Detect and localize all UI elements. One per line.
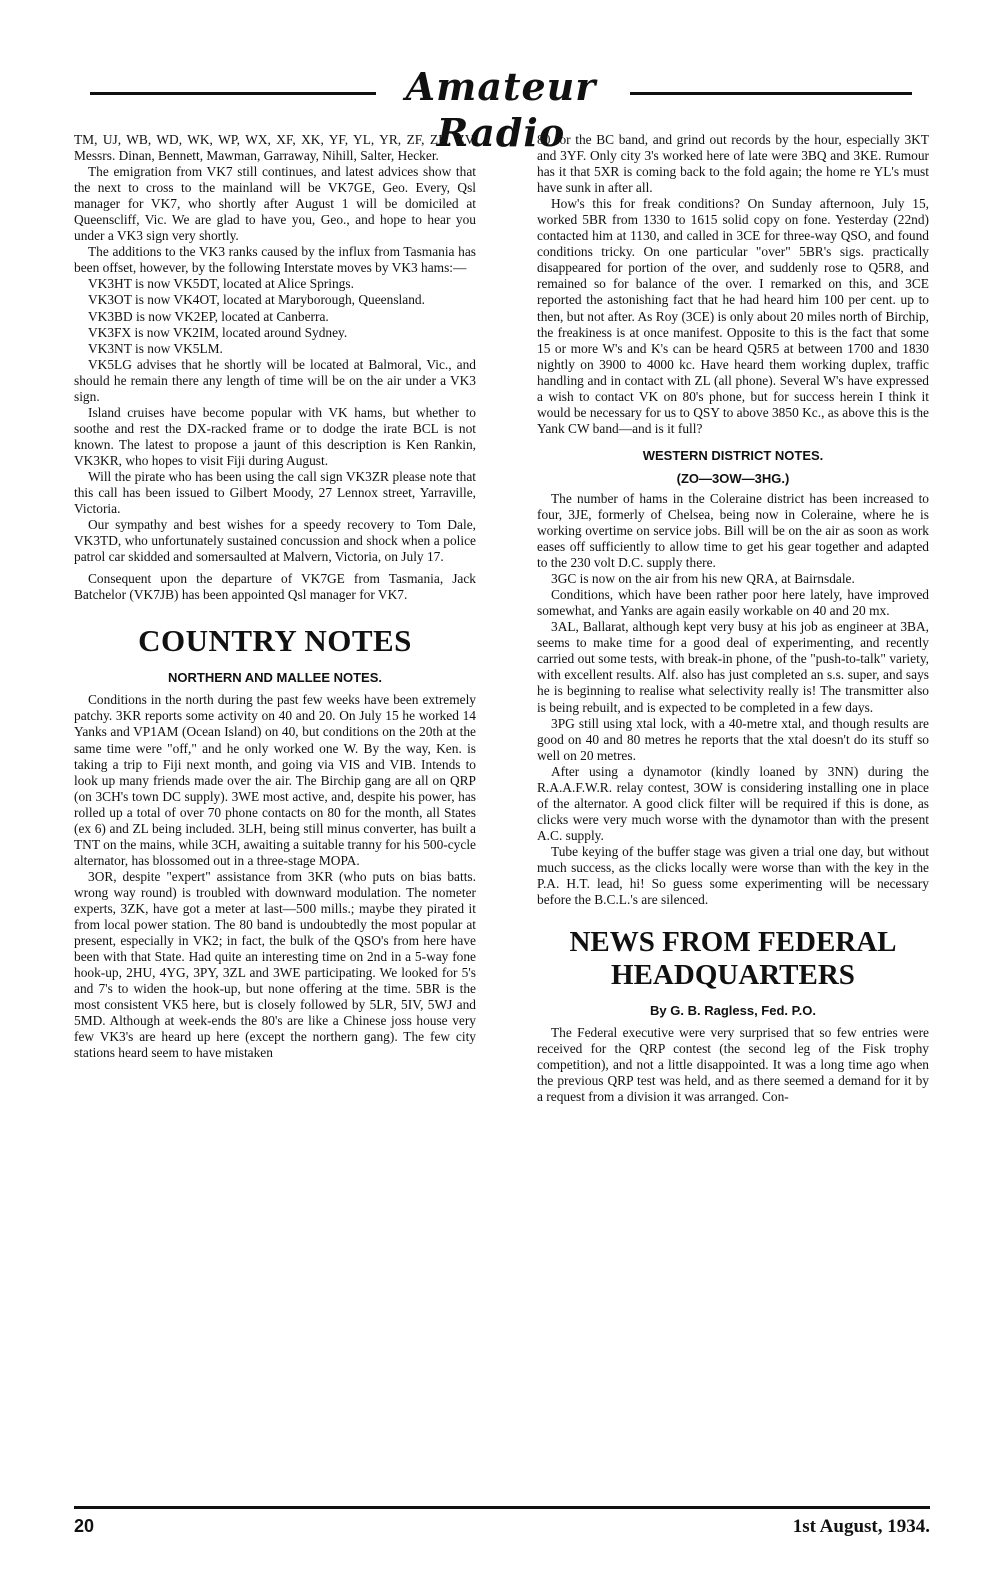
paragraph: 3OR, despite "expert" assistance from 3KR (who puts on bias batts. wrong way round) is troubled with downward modulation. The nometer experts, 3ZK, have got a meter at last—500 mills.; maybe they pirated it from local power station. The 80 band is undoubtedly the most popular at present, especially in VK2; in fact, the bulk of the QSO's from here have been with that State. Had quite an interesting time on 2nd in a 5-way fone hook-up, 2HU, 4YG, 3PY, 3ZL and 3WE participating. We looked for 5's and 7's to widen the hook-up, but none offering at the time. 5BR is the most consistent VK5 here, but is closely followed by 5LR, 5IV, 5WJ and 5MD. Although at week-ends the 80's are like a Chinese joss house very few VK3's are heard up here (except the northern gang). The few city stations heard seem to have mistaken xyxy=(74,868,476,1061)
paragraph: VK3HT is now VK5DT, located at Alice Springs. xyxy=(88,276,354,292)
footer-rule xyxy=(74,1506,930,1509)
paragraph: Tube keying of the buffer stage was given a trial one day, but without much success, as the clicks locally were worse than with the key in the P.A. H.T. lead, hi! So guess some experimenting will be necessary before the B.C.L.'s are silenced. xyxy=(537,843,929,908)
masthead-title: Amateur Radio xyxy=(405,64,597,155)
paragraph: TM, UJ, WB, WD, WK, WP, WX, XF, XK, YF, YL, YR, ZF, ZK, ZV, Messrs. Dinan, Bennett, Mawman, Garraway, Nihill, Salter, Hecker. xyxy=(74,132,476,164)
northern-notes-heading: NORTHERN AND MALLEE NOTES. xyxy=(167,670,383,686)
paragraph: VK3NT is now VK5LM. xyxy=(88,340,223,356)
paragraph: VK3BD is now VK2EP, located at Canberra. xyxy=(88,308,329,324)
paragraph: The additions to the VK3 ranks caused by the influx from Tasmania has been offset, however, by the following Interstate moves by VK3 hams:— xyxy=(74,244,476,276)
news-heading-line-2: HEADQUARTERS xyxy=(611,959,855,992)
western-notes-heading: WESTERN DISTRICT NOTES. xyxy=(642,447,824,463)
paragraph: VK3OT is now VK4OT, located at Maryborough, Queensland. xyxy=(88,292,425,308)
paragraph: How's this for freak conditions? On Sunday afternoon, July 15, worked 5BR from 1330 to 1615 solid copy on fone. Yesterday (22nd) contacted him at 1130, and called in 3CE for three-way QSO, and found conditions tricky. On one particular "over" 5BR's sigs. practically disappeared for portion of the over, and suddenly rose to Q5R8, and remained so for balance of the over. I remarked on this, and 3CE reported the astonishing fact that he had heard him 100 per cent. up to then, but not after. As Roy (3CE) is only about 20 miles north of Birchip, the freakiness is at once manifest. Opposite to this is the fact that some 15 or more W's and K's can be heard Q5R5 at between 1700 and 1830 nightly on 3900 to 4000 kc. Have heard them working duplex, traffic handling and in contact with ZL (all phone). Several W's have expressed a wish to contact VK on 80's phone, but for success herein I think it would be necessary for us to QSY to above 3850 Kc., as above this is the Yank CW band—and is it full? xyxy=(537,196,929,436)
paragraph: The number of hams in the Coleraine district has been increased to four, 3JE, formerly of Chelsea, being now in Coleraine, where he is working overtime on service jobs. Bill will be on the air as soon as work eases off sufficiently to allow time to get his gear together and adapted to the 230 volt D.C. supply there. xyxy=(537,490,929,571)
paragraph: 3PG still using xtal lock, with a 40-metre xtal, and though results are good on 40 and 80 metres he reports that the xtal doesn't do its stuff so well on 20 metres. xyxy=(537,715,929,763)
paragraph: Conditions in the north during the past few weeks have been extremely patchy. 3KR reports some activity on 40 and 20. On July 15 he worked 14 Yanks and VP1AM (Ocean Island) on 40, but conditions on the 20th at the same time were "off," and he only worked one W. By the way, Ken. is taking a trip to Fiji next month, and going via VIS and VIB. Intends to look up many friends made over the air. The Birchip gang are all on QRP (on 3CH's town DC supply). 3WE most active, and, despite his power, has rolled up a total of over 70 phone contacts on 80 for the month, all States (ex 6) and ZL being included. 3LH, being still minus converter, has built a TNT on the mains, while 3CH, awaiting a suitable tranny for his 500-cycle alternator, has blossomed out in a three-stage MOPA. xyxy=(74,692,476,868)
paragraph: VK5LG advises that he shortly will be located at Balmoral, Vic., and should he remain there any length of time will be on the air under a VK3 sign. xyxy=(74,356,476,404)
byline: By G. B. Ragless, Fed. P.O. xyxy=(650,1003,816,1019)
masthead-rule-left xyxy=(90,92,376,95)
masthead-rule-right xyxy=(630,92,912,95)
paragraph: Our sympathy and best wishes for a speedy recovery to Tom Dale, VK3TD, who unfortunately sustained concussion and shock when a police patrol car skidded and somersaulted at Malvern, Victoria, on July 17. xyxy=(74,517,476,565)
page-number: 20 xyxy=(74,1516,95,1536)
paragraph: 3GC is now on the air from his new QRA, at Bairnsdale. xyxy=(551,571,855,587)
right-column xyxy=(537,132,929,1482)
paragraph: The Federal executive were very surprised that so few entries were received for the QRP contest (the second leg of the Fisk trophy competition), and not a little disappointed. It was a long time ago when the previous QRP test was held, and as there seemed a demand for it by a request from a division it was arranged. Con- xyxy=(537,1025,929,1105)
paragraph: The emigration from VK7 still continues, and latest advices show that the next to cross to the mainland will be VK7GE, Geo. Every, Qsl manager for VK7, who shortly after August 1 will be domiciled at Queenscliff, Vic. We are glad to have you, Geo., and hope to hear you under a VK3 sign very shortly. xyxy=(74,164,476,244)
paragraph: VK3FX is now VK2IM, located around Sydney. xyxy=(88,324,348,340)
left-column xyxy=(74,132,476,1482)
paragraph: Consequent upon the departure of VK7GE from Tasmania, Jack Batchelor (VK7JB) has been appointed Qsl manager for VK7. xyxy=(74,571,476,603)
paragraph: After using a dynamotor (kindly loaned by 3NN) during the R.A.A.F.W.R. relay contest, 3OW is considering installing one in place of the alternator. A good click filter will be required if this is done, as clicks were very much worse with the dynamotor than with the present A.C. supply. xyxy=(537,763,929,843)
paragraph: Conditions, which have been rather poor here lately, have improved somewhat, and Yanks are again easily workable on 40 and 20 mx. xyxy=(537,587,929,619)
issue-date: 1st August, 1934. xyxy=(792,1516,930,1537)
paragraph: Island cruises have become popular with VK hams, but whether to soothe and rest the DX-racked frame or to dodge the irate BCL is not known. The latest to propose a jaunt of this description is Ken Rankin, VK3KR, who hopes to visit Fiji during August. xyxy=(74,404,476,468)
news-heading-line-1: NEWS FROM FEDERAL xyxy=(569,926,897,959)
country-notes-heading: COUNTRY NOTES xyxy=(138,623,412,659)
paragraph: Will the pirate who has been using the call sign VK3ZR please note that this call has been issued to Gilbert Moody, 27 Lennox street, Yarraville, Victoria. xyxy=(74,468,476,517)
western-notes-subheading: (ZO—3OW—3HG.) xyxy=(676,470,790,486)
paragraph: 80 for the BC band, and grind out records by the hour, especially 3KT and 3YF. Only city 3's worked here of late were 3BQ and 3KE. Rumour has it that 5XR is coming back to the fold again; the home re YL's must have sunk in after all. xyxy=(537,132,929,196)
paragraph: 3AL, Ballarat, although kept very busy at his job as engineer at 3BA, seems to make time for a good deal of experimenting, and recently carried out some tests, with break-in phone, of the "push-to-talk" variety, with excellent results. Alf. also has just completed an s.s. super, and says he is beginning to realise what selectivity really is! The transmitter also is being rebuilt, and is expected to be completed in a few days. xyxy=(537,619,929,715)
